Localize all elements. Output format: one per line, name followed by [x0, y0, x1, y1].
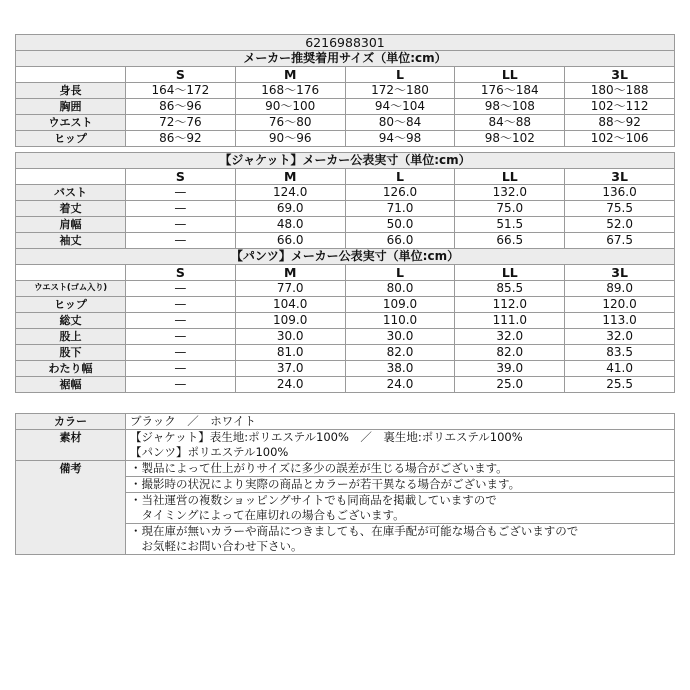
value-cell: —	[126, 297, 236, 313]
value-cell: 71.0	[345, 201, 455, 217]
recommended-row	[16, 131, 675, 147]
notes-row	[16, 461, 675, 555]
value-cell: 32.0	[455, 329, 565, 345]
value-cell: 82.0	[345, 345, 455, 361]
size-header: S	[126, 67, 236, 83]
pants-row	[16, 313, 675, 329]
jacket-title: 【ジャケット】メーカー公表実寸（単位:cm）	[16, 153, 675, 169]
size-header: S	[126, 169, 236, 185]
recommended-size-title: メーカー推奨着用サイズ（単位:cm）	[16, 51, 675, 67]
recommended-row	[16, 83, 675, 99]
value-cell: 66.0	[345, 233, 455, 249]
value-cell: —	[126, 233, 236, 249]
jacket-size-header-row	[16, 169, 675, 185]
color-row	[16, 414, 675, 430]
value-cell: 168～176	[235, 83, 345, 99]
pants-row	[16, 377, 675, 393]
value-cell: 132.0	[455, 185, 565, 201]
row-label: ヒップ	[16, 297, 126, 313]
value-cell: 30.0	[235, 329, 345, 345]
value-cell: —	[126, 281, 236, 297]
blank-cell	[16, 169, 126, 185]
size-header: M	[235, 67, 345, 83]
size-header: L	[345, 265, 455, 281]
material-row	[16, 430, 675, 461]
value-cell: 85.5	[455, 281, 565, 297]
jacket-row	[16, 233, 675, 249]
pants-row	[16, 345, 675, 361]
value-cell: 86～92	[126, 131, 236, 147]
value-cell: —	[126, 377, 236, 393]
material-line: 【ジャケット】表生地:ポリエステル100% ／ 裏生地:ポリエステル100%	[130, 430, 523, 444]
recommended-size-header-row	[16, 67, 675, 83]
jacket-row	[16, 185, 675, 201]
value-cell: 24.0	[235, 377, 345, 393]
value-cell: —	[126, 313, 236, 329]
recommended-row	[16, 99, 675, 115]
value-cell: 51.5	[455, 217, 565, 233]
value-cell: 39.0	[455, 361, 565, 377]
size-header: 3L	[565, 265, 675, 281]
value-cell: 120.0	[565, 297, 675, 313]
value-cell: 80～84	[345, 115, 455, 131]
value-cell: 67.5	[565, 233, 675, 249]
value-cell: 52.0	[565, 217, 675, 233]
value-cell: 109.0	[345, 297, 455, 313]
value-cell: 50.0	[345, 217, 455, 233]
size-header: M	[235, 265, 345, 281]
pants-size-header-row	[16, 265, 675, 281]
value-cell: 77.0	[235, 281, 345, 297]
row-label: ウエスト(ゴム入り)	[16, 281, 126, 297]
size-header: LL	[455, 67, 565, 83]
value-cell: 75.5	[565, 201, 675, 217]
blank-cell	[16, 265, 126, 281]
value-cell: 25.5	[565, 377, 675, 393]
row-label: 胸囲	[16, 99, 126, 115]
product-info-table	[15, 413, 675, 555]
value-cell: 76～80	[235, 115, 345, 131]
value-cell: 66.0	[235, 233, 345, 249]
row-label: 肩幅	[16, 217, 126, 233]
value-cell: 111.0	[455, 313, 565, 329]
pants-row	[16, 297, 675, 313]
value-cell: 124.0	[235, 185, 345, 201]
value-cell: —	[126, 201, 236, 217]
value-cell: 83.5	[565, 345, 675, 361]
recommended-row	[16, 115, 675, 131]
value-cell: 126.0	[345, 185, 455, 201]
row-label: ウエスト	[16, 115, 126, 131]
value-cell: 88～92	[565, 115, 675, 131]
value-cell: 48.0	[235, 217, 345, 233]
size-header: 3L	[565, 169, 675, 185]
row-label: 袖丈	[16, 233, 126, 249]
value-cell: 164～172	[126, 83, 236, 99]
value-cell: 90～96	[235, 131, 345, 147]
value-cell: 66.5	[455, 233, 565, 249]
value-cell: 98～108	[455, 99, 565, 115]
value-cell: 69.0	[235, 201, 345, 217]
note-line: ・当社運営の複数ショッピングサイトでも同商品を掲載していますので	[126, 492, 674, 508]
value-cell: 25.0	[455, 377, 565, 393]
value-cell: —	[126, 217, 236, 233]
value-cell: 176～184	[455, 83, 565, 99]
value-cell: 41.0	[565, 361, 675, 377]
value-cell: 80.0	[345, 281, 455, 297]
product-code: 6216988301	[16, 35, 675, 51]
value-cell: 172～180	[345, 83, 455, 99]
value-cell: 104.0	[235, 297, 345, 313]
value-cell: 90～100	[235, 99, 345, 115]
value-cell: 84～88	[455, 115, 565, 131]
value-cell: —	[126, 345, 236, 361]
note-line: お気軽にお問い合わせ下さい。	[130, 539, 303, 553]
material-value	[126, 430, 675, 461]
notes-value	[126, 461, 675, 555]
value-cell: 38.0	[345, 361, 455, 377]
measurement-table	[15, 152, 675, 393]
value-cell: 24.0	[345, 377, 455, 393]
pants-row	[16, 361, 675, 377]
row-label: 着丈	[16, 201, 126, 217]
value-cell: 136.0	[565, 185, 675, 201]
value-cell: 109.0	[235, 313, 345, 329]
value-cell: 113.0	[565, 313, 675, 329]
note-line: タイミングによって在庫切れの場合もございます。	[130, 508, 405, 522]
value-cell: 110.0	[345, 313, 455, 329]
value-cell: 89.0	[565, 281, 675, 297]
row-label: バスト	[16, 185, 126, 201]
material-label: 素材	[16, 430, 126, 461]
value-cell: 180～188	[565, 83, 675, 99]
pants-row	[16, 329, 675, 345]
value-cell: 37.0	[235, 361, 345, 377]
value-cell: 30.0	[345, 329, 455, 345]
jacket-row	[16, 217, 675, 233]
value-cell: —	[126, 361, 236, 377]
value-cell: 86～96	[126, 99, 236, 115]
color-label: カラー	[16, 414, 126, 430]
value-cell: 81.0	[235, 345, 345, 361]
size-header: LL	[455, 169, 565, 185]
row-label: 身長	[16, 83, 126, 99]
value-cell: 72～76	[126, 115, 236, 131]
value-cell: 94～98	[345, 131, 455, 147]
note-line: ・製品によって仕上がりサイズに多少の誤差が生じる場合がございます。	[130, 461, 508, 475]
pants-row	[16, 281, 675, 297]
row-label: 総丈	[16, 313, 126, 329]
size-header: 3L	[565, 67, 675, 83]
notes-label: 備考	[16, 461, 126, 555]
size-header: S	[126, 265, 236, 281]
size-header: L	[345, 169, 455, 185]
color-value: ブラック ／ ホワイト	[126, 414, 675, 430]
note-line: ・撮影時の状況により実際の商品とカラーが若干異なる場合がございます。	[126, 476, 674, 492]
value-cell: —	[126, 329, 236, 345]
row-label: 股上	[16, 329, 126, 345]
blank-cell	[16, 67, 126, 83]
value-cell: 32.0	[565, 329, 675, 345]
size-header: LL	[455, 265, 565, 281]
material-line: 【パンツ】ポリエステル100%	[130, 445, 289, 459]
jacket-row	[16, 201, 675, 217]
size-header: M	[235, 169, 345, 185]
value-cell: 75.0	[455, 201, 565, 217]
row-label: わたり幅	[16, 361, 126, 377]
value-cell: —	[126, 185, 236, 201]
value-cell: 112.0	[455, 297, 565, 313]
size-header: L	[345, 67, 455, 83]
value-cell: 98～102	[455, 131, 565, 147]
value-cell: 94～104	[345, 99, 455, 115]
pants-title: 【パンツ】メーカー公表実寸（単位:cm）	[16, 249, 675, 265]
value-cell: 102～112	[565, 99, 675, 115]
note-line: ・現在庫が無いカラーや商品につきましても、在庫手配が可能な場合もございますので	[126, 523, 674, 539]
row-label: ヒップ	[16, 131, 126, 147]
recommended-size-table	[15, 34, 675, 147]
value-cell: 82.0	[455, 345, 565, 361]
row-label: 股下	[16, 345, 126, 361]
row-label: 裾幅	[16, 377, 126, 393]
value-cell: 102～106	[565, 131, 675, 147]
